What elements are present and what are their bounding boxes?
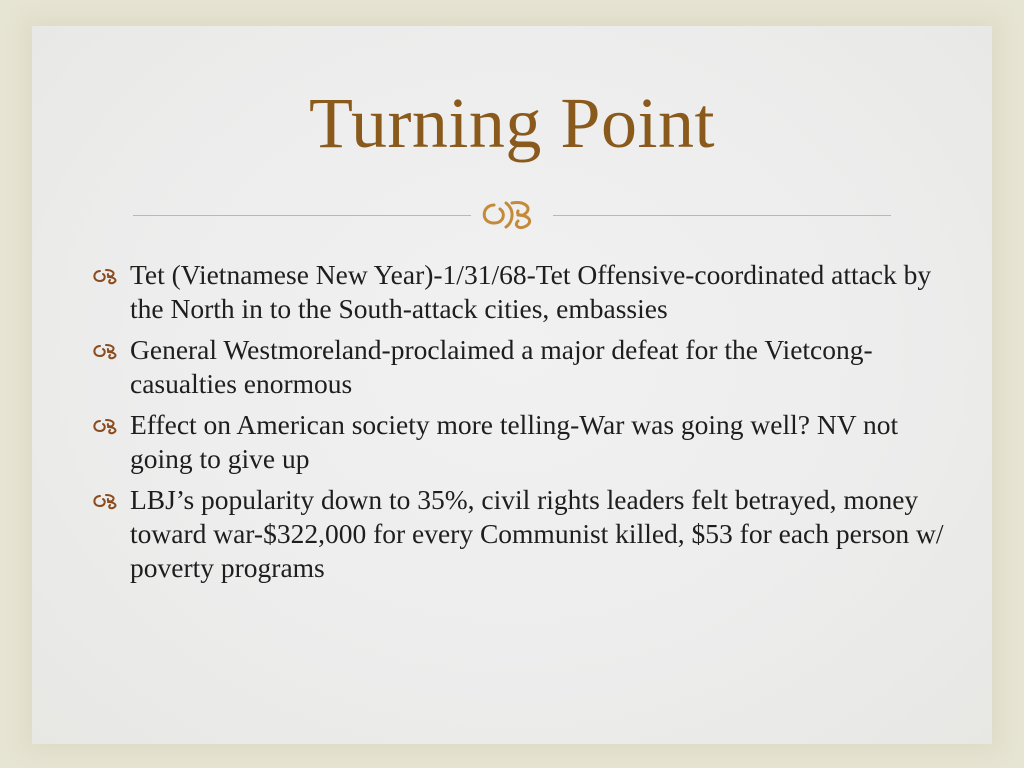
bullet-text: Effect on American society more telling-War was going well? NV not going to give up <box>130 409 899 474</box>
swirl-bullet-icon <box>90 492 122 510</box>
swirl-bullet-icon <box>90 417 122 435</box>
bullet-item <box>88 258 948 326</box>
divider-line-right <box>553 215 891 216</box>
bullet-text: Tet (Vietnamese New Year)-1/31/68-Tet Offensive-coordinated attack by the North in to the South-attack cities, embassies <box>130 259 932 324</box>
swirl-bullet-icon <box>90 267 122 285</box>
divider-line-left <box>133 215 471 216</box>
swirl-ornament-icon <box>472 193 552 233</box>
bullet-item <box>88 408 948 476</box>
swirl-bullet-icon <box>90 342 122 360</box>
bullet-list <box>88 258 948 592</box>
bullet-item <box>88 483 948 585</box>
bullet-text: LBJ’s popularity down to 35%, civil rights leaders felt betrayed, money toward war-$322,000 for every Communist killed, $53 for each person w/ poverty programs <box>130 484 944 583</box>
title-divider <box>133 193 891 233</box>
bullet-text: General Westmoreland-proclaimed a major defeat for the Vietcong-casualties enormous <box>130 334 873 399</box>
slide-title: Turning Point <box>309 83 715 163</box>
bullet-item <box>88 333 948 401</box>
